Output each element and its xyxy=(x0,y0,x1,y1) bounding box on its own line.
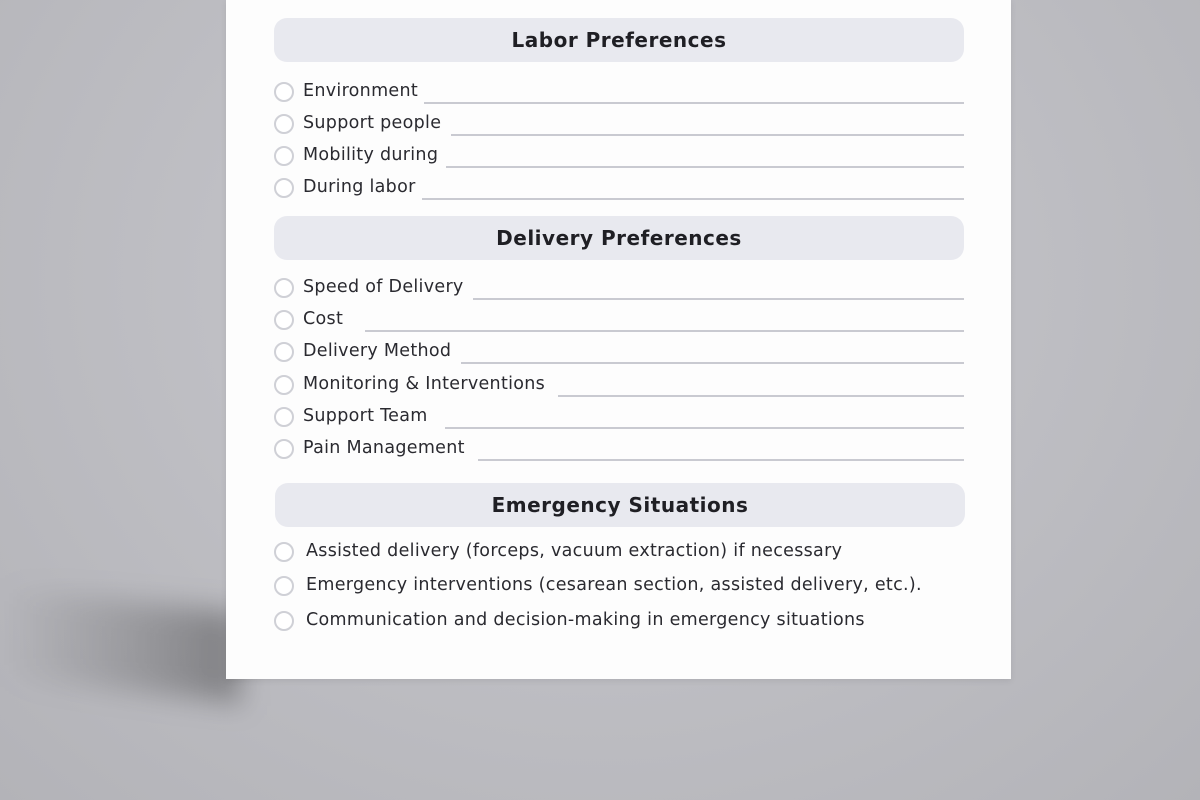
checklist-row-pain-management xyxy=(274,437,964,461)
checkbox-circle[interactable] xyxy=(274,146,294,166)
write-in-line[interactable] xyxy=(478,459,964,461)
checkbox-circle[interactable] xyxy=(274,542,294,562)
checkbox-circle[interactable] xyxy=(274,342,294,362)
write-in-line[interactable] xyxy=(445,427,964,429)
checklist-row-environment xyxy=(274,80,964,104)
item-label: Communication and decision-making in emergency situations xyxy=(306,610,865,630)
item-label: Monitoring & Interventions xyxy=(303,374,546,394)
checklist-row-delivery-method xyxy=(274,340,964,364)
checkbox-circle[interactable] xyxy=(274,576,294,596)
checklist-row-assisted-delivery xyxy=(274,540,964,564)
write-in-line[interactable] xyxy=(461,362,964,364)
item-label: Mobility during xyxy=(303,145,439,165)
checkbox-circle[interactable] xyxy=(274,82,294,102)
checklist-row-communication xyxy=(274,609,964,633)
page-shadow xyxy=(0,587,240,702)
labor-preferences-title: Labor Preferences xyxy=(511,28,727,52)
labor-preferences-header xyxy=(274,18,964,62)
emergency-situations-title: Emergency Situations xyxy=(491,493,749,517)
delivery-preferences-title: Delivery Preferences xyxy=(496,226,742,250)
checklist-row-support-people xyxy=(274,112,964,136)
checklist-row-speed-of-delivery xyxy=(274,276,964,300)
checkbox-circle[interactable] xyxy=(274,310,294,330)
birth-plan-sheet xyxy=(226,0,1011,679)
checklist-row-mobility-during xyxy=(274,144,964,168)
item-label: During labor xyxy=(303,177,416,197)
checklist-row-support-team xyxy=(274,405,964,429)
write-in-line[interactable] xyxy=(422,198,964,200)
checklist-row-during-labor xyxy=(274,176,964,200)
delivery-preferences-header xyxy=(274,216,964,260)
write-in-line[interactable] xyxy=(473,298,964,300)
checkbox-circle[interactable] xyxy=(274,178,294,198)
checkbox-circle[interactable] xyxy=(274,278,294,298)
checkbox-circle[interactable] xyxy=(274,439,294,459)
write-in-line[interactable] xyxy=(451,134,964,136)
checkbox-circle[interactable] xyxy=(274,375,294,395)
checklist-row-cost xyxy=(274,308,964,332)
item-label: Speed of Delivery xyxy=(303,277,464,297)
checkbox-circle[interactable] xyxy=(274,407,294,427)
emergency-situations-header xyxy=(275,483,965,527)
item-label: Support people xyxy=(303,113,442,133)
item-label: Assisted delivery (forceps, vacuum extraction) if necessary xyxy=(306,541,843,561)
checkbox-circle[interactable] xyxy=(274,114,294,134)
write-in-line[interactable] xyxy=(446,166,964,168)
item-label: Emergency interventions (cesarean section, assisted delivery, etc.). xyxy=(306,575,922,595)
checklist-row-monitoring-interventions xyxy=(274,373,964,397)
item-label: Environment xyxy=(303,81,419,101)
item-label: Support Team xyxy=(303,406,428,426)
item-label: Pain Management xyxy=(303,438,465,458)
checklist-row-emergency-interventions xyxy=(274,574,964,598)
item-label: Cost xyxy=(303,309,344,329)
write-in-line[interactable] xyxy=(424,102,964,104)
checkbox-circle[interactable] xyxy=(274,611,294,631)
write-in-line[interactable] xyxy=(365,330,964,332)
item-label: Delivery Method xyxy=(303,341,452,361)
write-in-line[interactable] xyxy=(558,395,964,397)
